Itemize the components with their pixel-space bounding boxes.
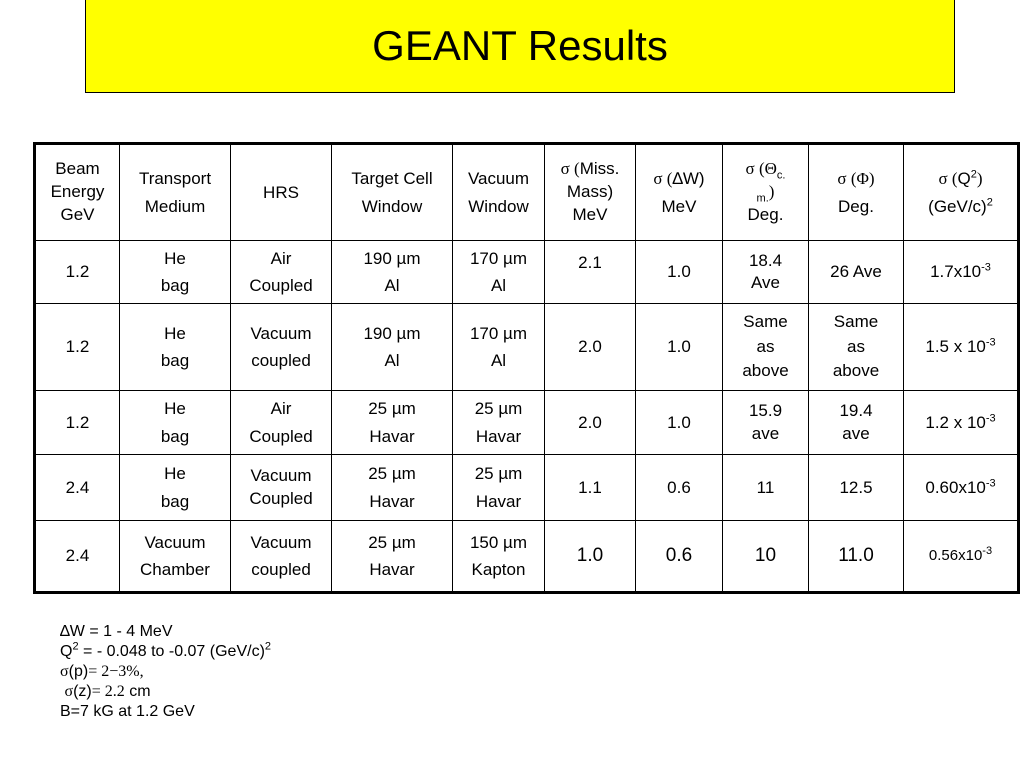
cell-target: 25 µm Havar: [332, 455, 453, 521]
cell-transport: He bag: [120, 391, 231, 455]
cell-q2: 1.2 x $10^{-3}$: [904, 391, 1019, 455]
cell-beam: 1.2: [35, 304, 120, 391]
cell-q2: $0.56x10^{-3}$: [904, 521, 1019, 593]
cell-transport: He bag: [120, 241, 231, 304]
table-row: [35, 241, 1019, 304]
cell-dw: 1.0: [636, 391, 723, 455]
cell-q2: $1.7x10^{-3}$: [904, 241, 1019, 304]
note-delta-w: ∆W = 1 - 4 MeV: [60, 623, 173, 640]
cell-phi: 11.0: [809, 521, 904, 593]
title-box: [85, 0, 955, 93]
cell-theta: 11: [723, 455, 809, 521]
cell-dw: 0.6: [636, 521, 723, 593]
cell-miss: 1.1: [545, 455, 636, 521]
cell-beam: 1.2: [35, 391, 120, 455]
note-b-field: B=7 kG at 1.2 GeV: [60, 703, 195, 720]
cell-hrs: Air Coupled: [231, 241, 332, 304]
cell-target: 25 µm Havar: [332, 521, 453, 593]
header-q2: σ $(Q^2)$ $(GeV/c)^2$: [904, 144, 1019, 241]
cell-transport: He bag: [120, 304, 231, 391]
cell-theta: 15.9 ave: [723, 391, 809, 455]
cell-target: 25 µm Havar: [332, 391, 453, 455]
header-beam-energy: Beam Energy GeV: [35, 144, 120, 241]
cell-dw: 1.0: [636, 304, 723, 391]
cell-phi: 19.4 ave: [809, 391, 904, 455]
cell-q2: $0.60x10^{-3}$: [904, 455, 1019, 521]
cell-target: 190 µm Al: [332, 241, 453, 304]
cell-vacuum: 25 µm Havar: [453, 391, 545, 455]
header-vacuum-window: Vacuum Window: [453, 144, 545, 241]
cell-miss: 2.1: [545, 241, 636, 304]
cell-theta: 10: [723, 521, 809, 593]
cell-vacuum: 170 µm Al: [453, 304, 545, 391]
results-table: [33, 142, 1020, 594]
cell-miss: 2.0: [545, 391, 636, 455]
cell-transport: Vacuum Chamber: [120, 521, 231, 593]
cell-target: 190 µm Al: [332, 304, 453, 391]
cell-vacuum: 150 µm Kapton: [453, 521, 545, 593]
notes: [60, 622, 271, 722]
cell-q2: 1.5 x $10^{-3}$: [904, 304, 1019, 391]
note-sigma-z: σ(z)= 2.2 cm: [64, 683, 151, 700]
cell-hrs: Vacuum coupled: [231, 304, 332, 391]
header-hrs: HRS: [231, 144, 332, 241]
cell-beam: 1.2: [35, 241, 120, 304]
note-q2: $Q^2$ = - 0.048 to -0.07 $(GeV/c)^2$: [60, 640, 272, 660]
header-target-window: Target Cell Window: [332, 144, 453, 241]
header-transport: Transport Medium: [120, 144, 231, 241]
cell-theta: 18.4 Ave: [723, 241, 809, 304]
cell-vacuum: 25 µm Havar: [453, 455, 545, 521]
note-sigma-p: σ(p)= 2−3%,: [60, 663, 144, 680]
table-row: [35, 391, 1019, 455]
cell-beam: 2.4: [35, 521, 120, 593]
header-phi: σ (Φ) Deg.: [809, 144, 904, 241]
cell-hrs: Vacuum Coupled: [231, 455, 332, 521]
page-title: GEANT Results: [372, 22, 668, 69]
table-row: [35, 455, 1019, 521]
header-theta-cm: σ ($\Theta_{c.}$ $_{m.}$) Deg.: [723, 144, 809, 241]
cell-dw: 1.0: [636, 241, 723, 304]
cell-miss: 2.0: [545, 304, 636, 391]
cell-phi: 12.5: [809, 455, 904, 521]
table-row: [35, 521, 1019, 593]
header-row: [35, 144, 1019, 241]
cell-theta: Same as above: [723, 304, 809, 391]
header-miss-mass: σ (Miss. Mass) MeV: [545, 144, 636, 241]
cell-transport: He bag: [120, 455, 231, 521]
cell-phi: 26 Ave: [809, 241, 904, 304]
header-delta-w: σ (∆W) MeV: [636, 144, 723, 241]
table-row: [35, 304, 1019, 391]
cell-hrs: Vacuum coupled: [231, 521, 332, 593]
cell-miss: 1.0: [545, 521, 636, 593]
cell-hrs: Air Coupled: [231, 391, 332, 455]
cell-phi: Same as above: [809, 304, 904, 391]
cell-beam: 2.4: [35, 455, 120, 521]
cell-dw: 0.6: [636, 455, 723, 521]
cell-vacuum: 170 µm Al: [453, 241, 545, 304]
